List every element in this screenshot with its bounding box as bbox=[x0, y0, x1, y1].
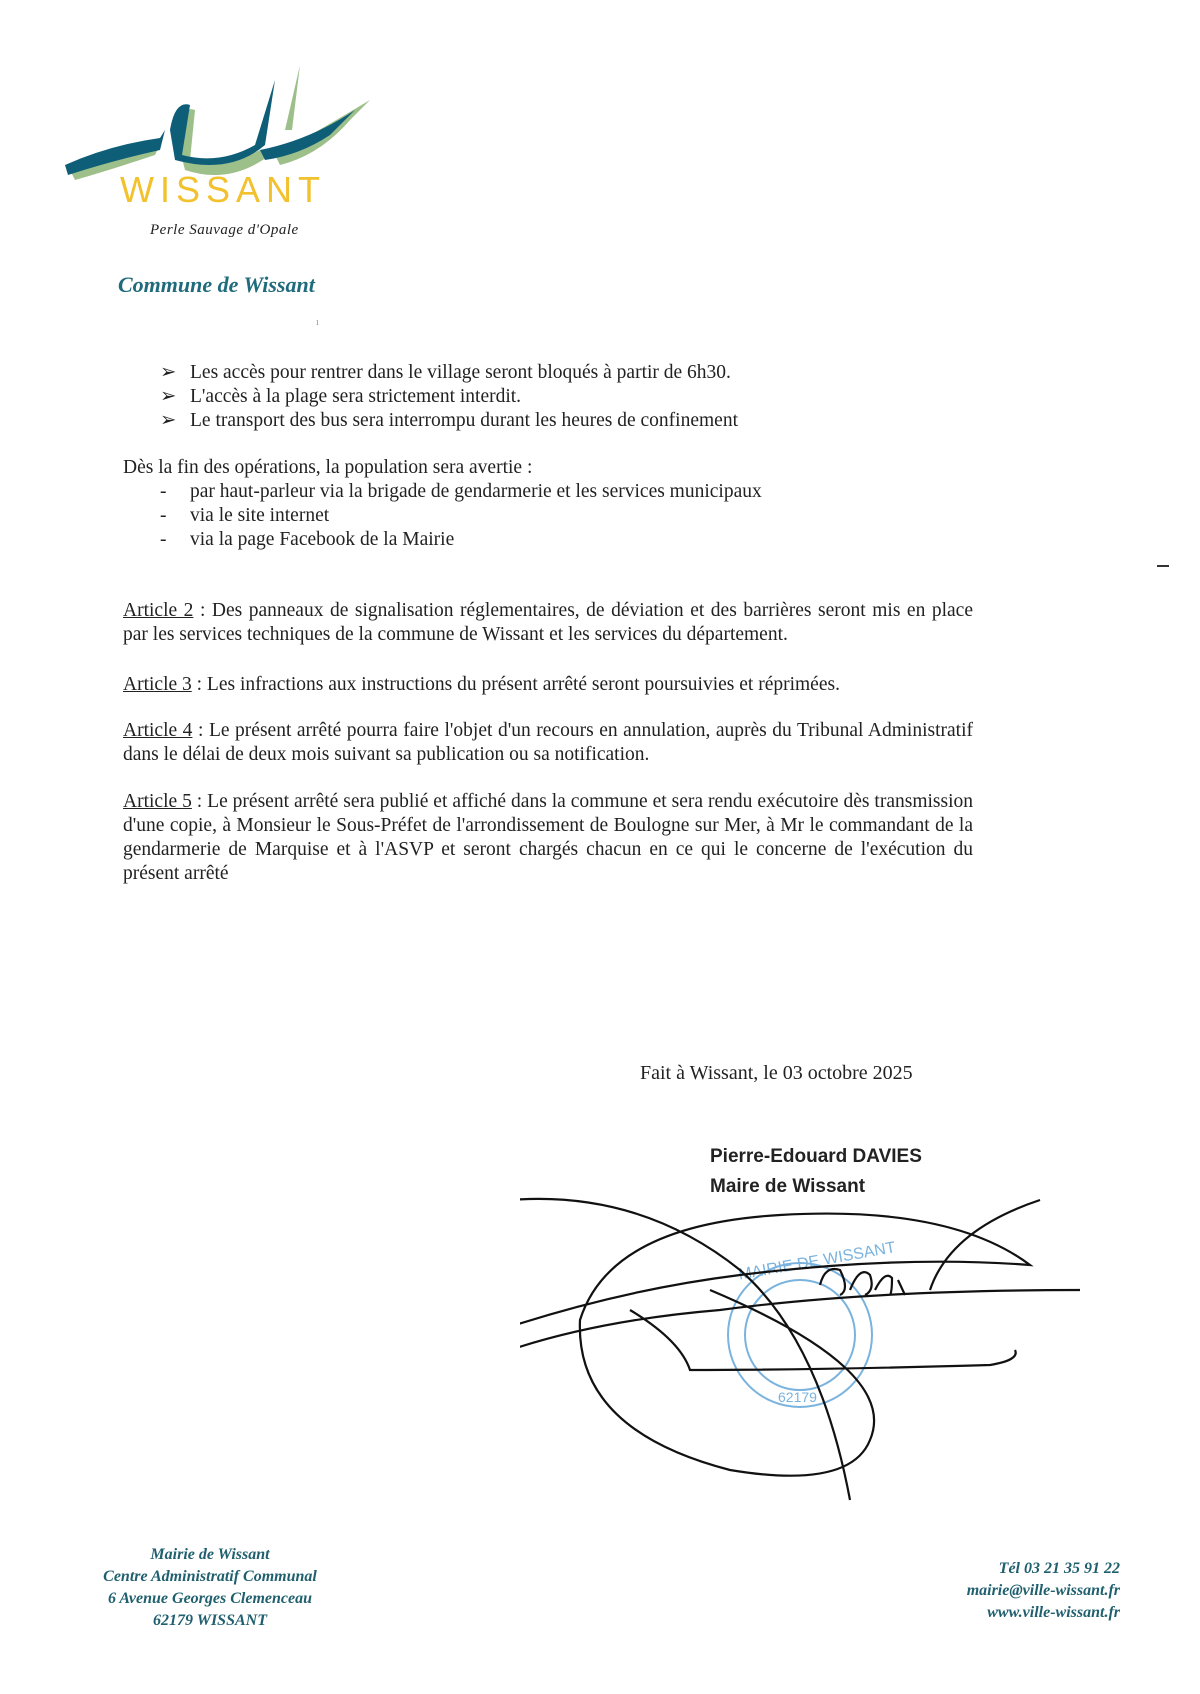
arrow-bullet-icon: ➢ bbox=[160, 386, 177, 407]
measure-item: ➢ L'accès à la plage sera strictement interdit. bbox=[160, 386, 522, 407]
article-5: Article 5 : Le présent arrêté sera publié et affiché dans la commune et sera rendu exécutoire dès transmission d'une copie, à Monsieur le Sous-Préfet de l'arrondissement de Boulogne sur Mer, à Mr le commandant de la gendarmerie de Marquise et à l'ASVP et seront chargés chacun en ce qui le concerne de l'exécution du présent arrêté bbox=[123, 791, 973, 884]
measure-item: ➢ Le transport des bus sera interrompu durant les heures de confinement bbox=[160, 410, 738, 431]
notification-item: - via la page Facebook de la Mairie bbox=[160, 529, 455, 550]
signatory-title: Maire de Wissant bbox=[710, 1176, 866, 1197]
article-2: Article 2 : Des panneaux de signalisation réglementaires, de déviation et des barrières seront mis en place par les services techniques de la commune de Wissant et les services du département. bbox=[123, 600, 973, 645]
tagline: Perle Sauvage d'Opale bbox=[150, 222, 299, 238]
phone: Tél 03 21 35 91 22 bbox=[998, 1560, 1120, 1577]
article-3: Article 3 : Les infractions aux instructions du présent arrêté seront poursuivies et réprimées. bbox=[123, 674, 840, 695]
stamp-and-signature bbox=[520, 1170, 1120, 1510]
footer-address: Mairie de Wissant Centre Administratif Communal 6 Avenue Georges Clemenceau 62179 WISSANT bbox=[103, 1546, 317, 1629]
website-link[interactable]: www.ville-wissant.fr bbox=[987, 1604, 1120, 1621]
notification-intro: Dès la fin des opérations, la population sera avertie : bbox=[123, 457, 533, 478]
notification-item: - par haut-parleur via la brigade de gendarmerie et les services municipaux bbox=[160, 481, 762, 502]
place-date: Fait à Wissant, le 03 octobre 2025 bbox=[640, 1062, 913, 1084]
footer-contact bbox=[870, 1558, 1120, 1624]
scan-dash bbox=[1157, 565, 1169, 567]
measure-item: ➢ Les accès pour rentrer dans le village seront bloqués à partir de 6h30. bbox=[160, 362, 731, 383]
notification-item: - via le site internet bbox=[160, 505, 330, 526]
signatory-name: Pierre-Edouard DAVIES bbox=[710, 1146, 922, 1167]
commune-title: Commune de Wissant bbox=[118, 272, 315, 297]
email-link[interactable]: mairie@ville-wissant.fr bbox=[966, 1582, 1120, 1599]
wissant-logo bbox=[60, 60, 380, 210]
arrow-bullet-icon: ➢ bbox=[160, 410, 177, 431]
article-4: Article 4 : Le présent arrêté pourra faire l'objet d'un recours en annulation, auprès du Tribunal Administratif dans le délai de deux mois suivant sa publication ou sa notification. bbox=[123, 720, 973, 765]
svg-text:62179: 62179 bbox=[778, 1389, 817, 1405]
arrow-bullet-icon: ➢ bbox=[160, 362, 177, 383]
scan-mark: ı bbox=[316, 317, 319, 328]
svg-text:MAIRIE DE WISSANT: MAIRIE DE WISSANT bbox=[737, 1239, 897, 1284]
document-body bbox=[123, 361, 973, 886]
svg-text:WISSANT: WISSANT bbox=[120, 169, 327, 210]
signature bbox=[520, 1199, 1080, 1500]
